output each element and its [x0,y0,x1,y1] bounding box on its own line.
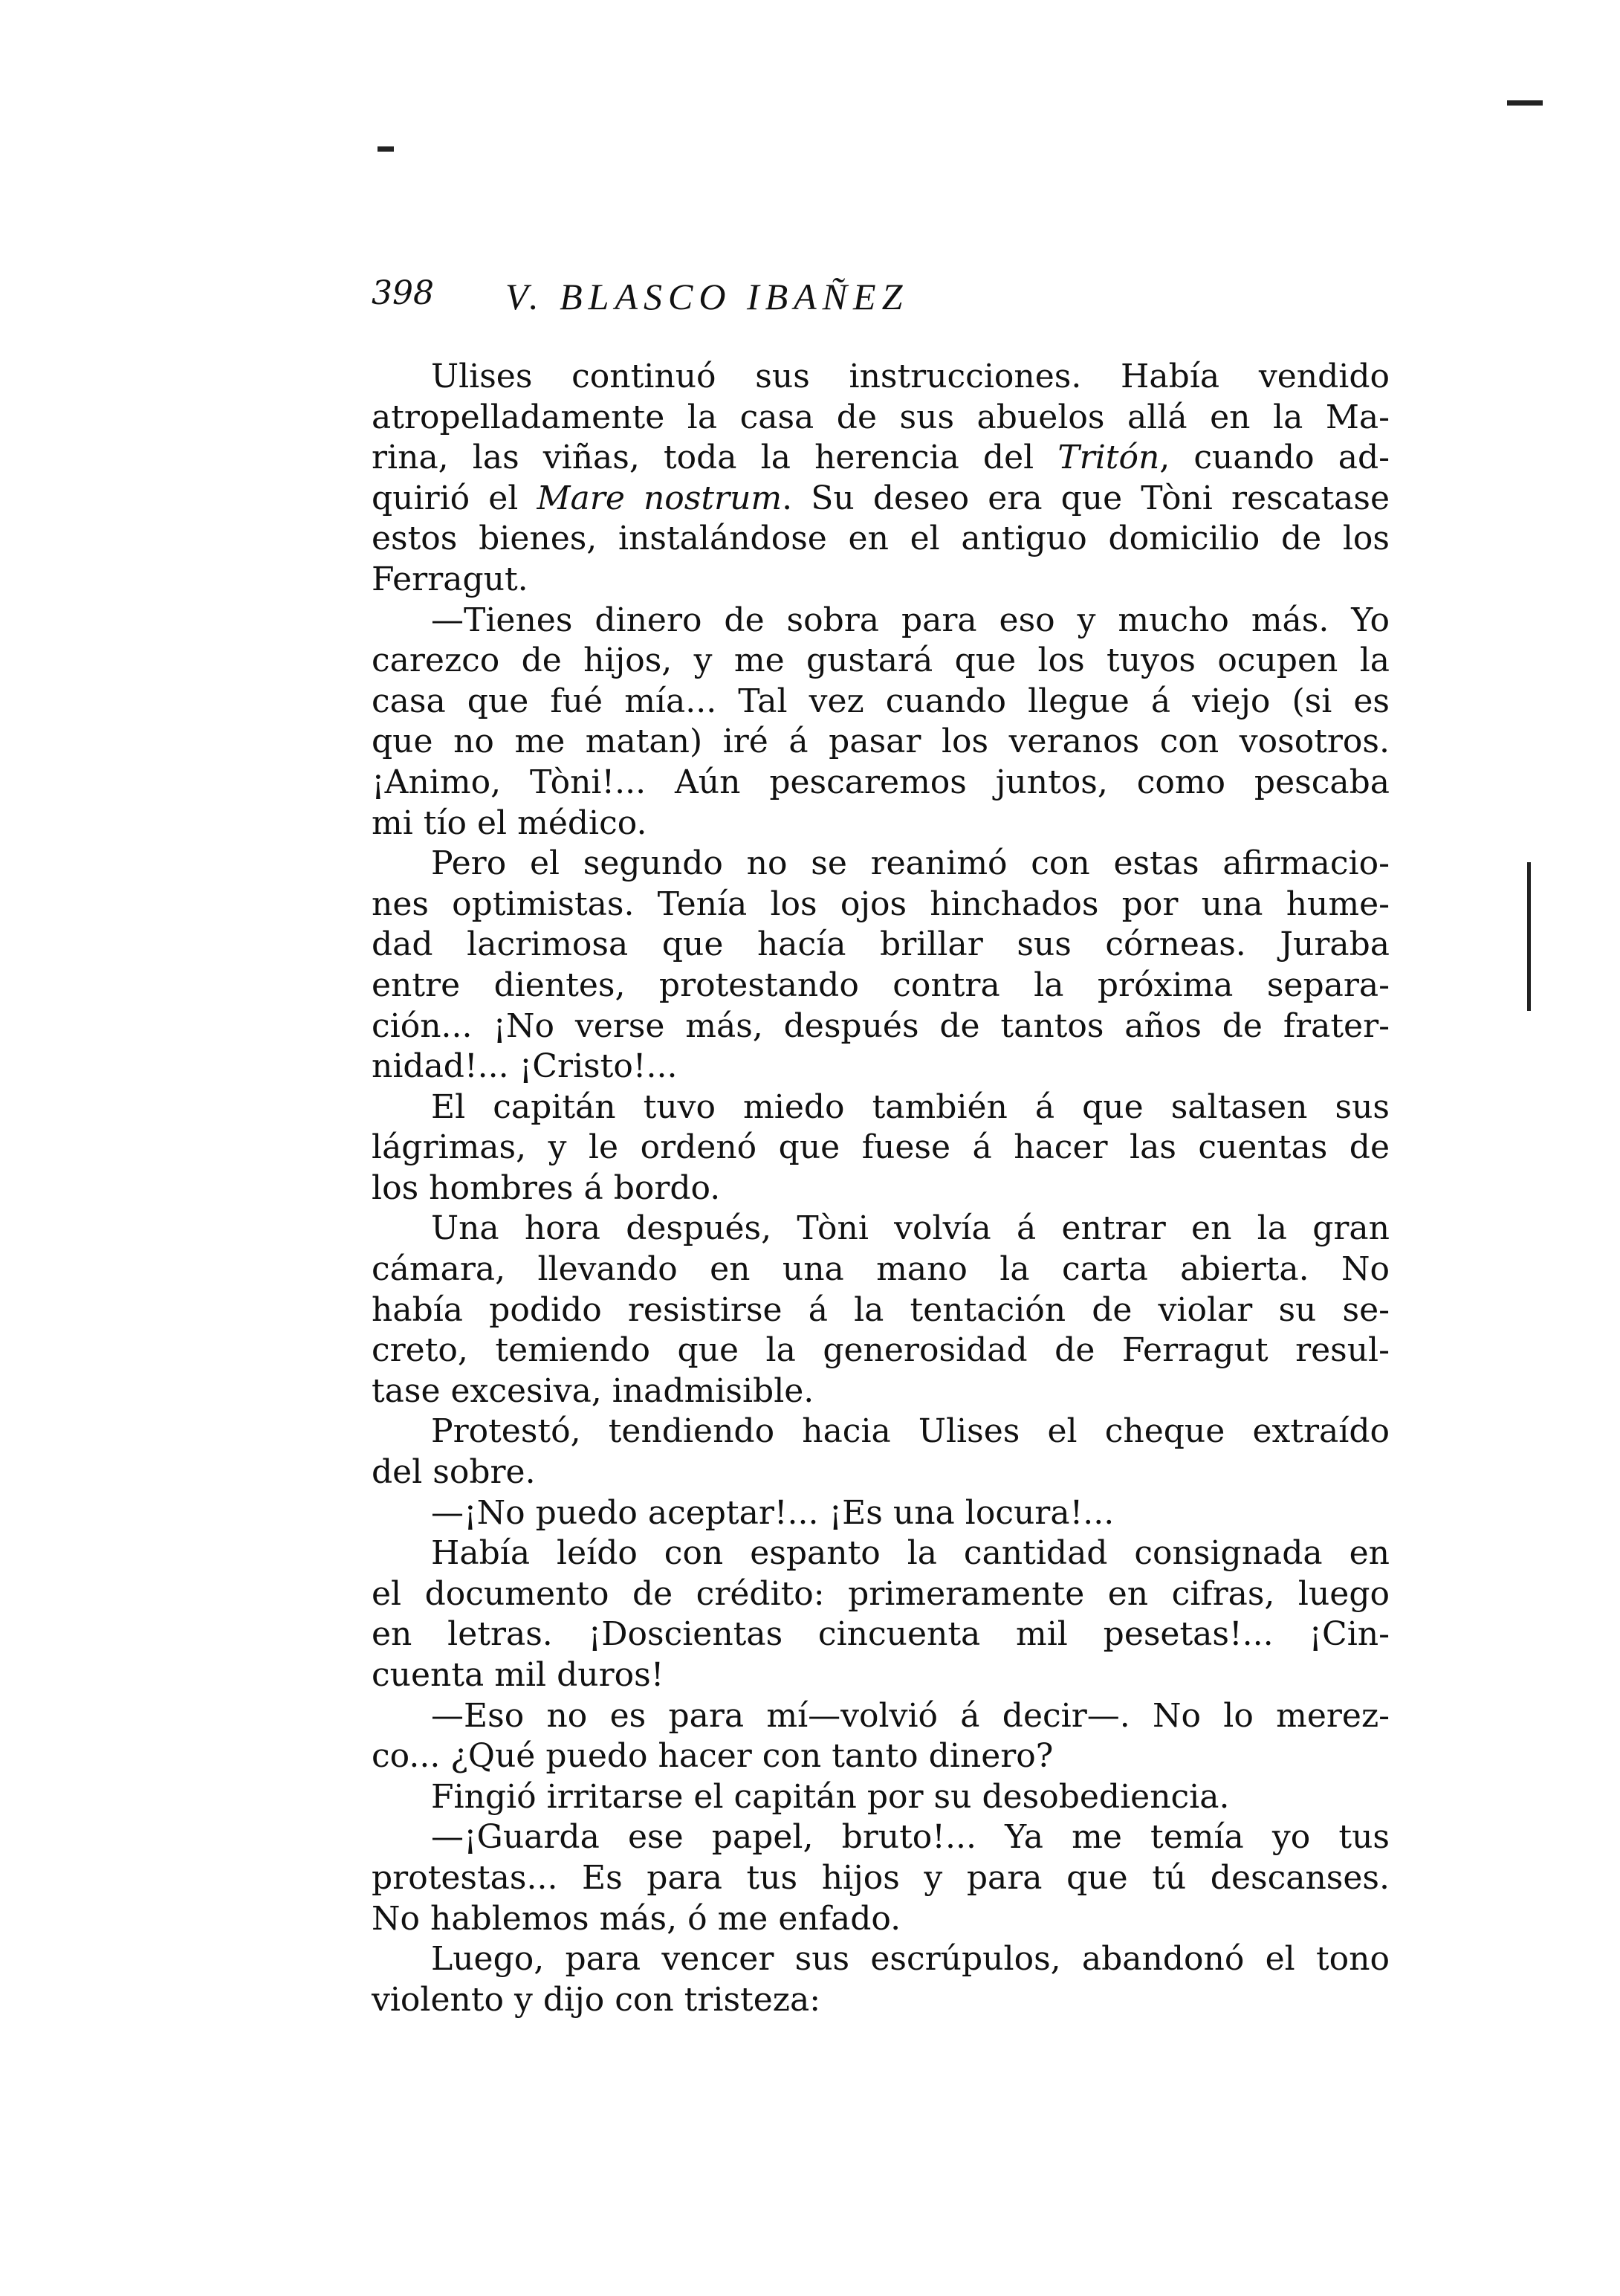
text-line: co... ¿Qué puedo hacer con tanto dinero? [372,1737,1054,1776]
italic-term: Mare nostrum [537,479,783,517]
text-line: nidad!... ¡Cristo!... [372,1047,678,1086]
text-line: cámara, llevando en una mano la carta abierta. No [372,1250,1390,1289]
text-line [372,438,1390,479]
text-line: —Tienes dinero de sobra para eso y mucho más. Yo [431,601,1390,639]
text-line: violento y dijo con tristeza: [372,1980,821,2019]
text-line: en letras. ¡Doscientas cincuenta mil pesetas!... ¡Cin- [372,1615,1390,1654]
text-line: Fingió irritarse el capitán por su desobediencia. [431,1777,1230,1816]
text-line: No hablemos más, ó me enfado. [372,1899,901,1938]
text-line: ción... ¡No verse más, después de tantos años de frater- [372,1006,1390,1045]
text-line: El capitán tuvo miedo también á que saltasen sus [431,1087,1390,1126]
text-line: Protestó, tendiendo hacia Ulises el cheque extraído [431,1412,1390,1451]
text-line: Ulises continuó sus instrucciones. Había vendido [431,358,1390,395]
text-line-part: rina, las viñas, toda la herencia del Tritón, cuando ad- [372,439,1390,477]
text-line: tase excesiva, inadmisible. [372,1371,814,1410]
text-line: —¡No puedo aceptar!... ¡Es una locura!... [431,1493,1115,1532]
text-line: había podido resistirse á la tentación de violar su se- [372,1290,1390,1329]
text-line: del sobre. [372,1453,536,1492]
body-text [372,357,1390,2020]
text-line: Una hora después, Tòni volvía á entrar en la gran [431,1209,1390,1248]
text-line: carezco de hijos, y me gustará que los tuyos ocupen la [372,641,1390,680]
text-line: lágrimas, y le ordenó que fuese á hacer las cuentas de [372,1128,1390,1167]
text-line: Pero el segundo no se reanimó con estas afirmacio- [431,844,1390,883]
text-line: —Eso no es para mí—volvió á decir—. No lo merez- [431,1696,1390,1735]
text-line: que no me matan) iré á pasar los veranos con vosotros. [372,722,1390,761]
text-line: Luego, para vencer sus escrúpulos, abandonó el tono [431,1940,1390,1979]
text-line: atropelladamente la casa de sus abuelos allá en la Ma- [372,398,1390,436]
text-line: protestas... Es para tus hijos y para que tú descanses. [372,1858,1390,1897]
text-line: creto, temiendo que la generosidad de Ferragut resul- [372,1331,1390,1370]
scan-speck-top-right [1507,100,1543,106]
text-line: Había leído con espanto la cantidad consignada en [431,1534,1390,1573]
text-line: casa que fué mía... Tal vez cuando llegue á viejo (si es [372,682,1390,720]
text-line: quirió el Mare nostrum. Su deseo era que Tòni rescatase [372,479,1390,517]
text-line: estos bienes, instalándose en el antiguo domicilio de los [372,520,1390,558]
binding-shadow-mark [1527,862,1531,1011]
text-line: nes optimistas. Tenía los ojos hinchados por una hume- [372,885,1390,923]
text-line: entre dientes, protestando contra la próxima separa- [372,966,1390,1004]
text-line: ¡Animo, Tòni!... Aún pescaremos juntos, como pescaba [372,763,1390,801]
text-line: mi tío el médico. [372,803,647,842]
running-title: V. BLASCO IBAÑEZ [505,276,909,317]
text-line: dad lacrimosa que hacía brillar sus córneas. Juraba [372,925,1390,964]
scan-speck-top-left [378,146,394,152]
text-line: Ferragut. [372,560,528,598]
italic-term: Tritón [1057,439,1160,477]
page-header [372,271,1412,323]
page-number: 398 [372,274,434,312]
text-line: los hombres á bordo. [372,1168,721,1207]
text-line: cuenta mil duros! [372,1656,664,1694]
text-line: el documento de crédito: primeramente en cifras, luego [372,1574,1390,1613]
text-line: —¡Guarda ese papel, bruto!... Ya me temía yo tus [431,1818,1390,1857]
